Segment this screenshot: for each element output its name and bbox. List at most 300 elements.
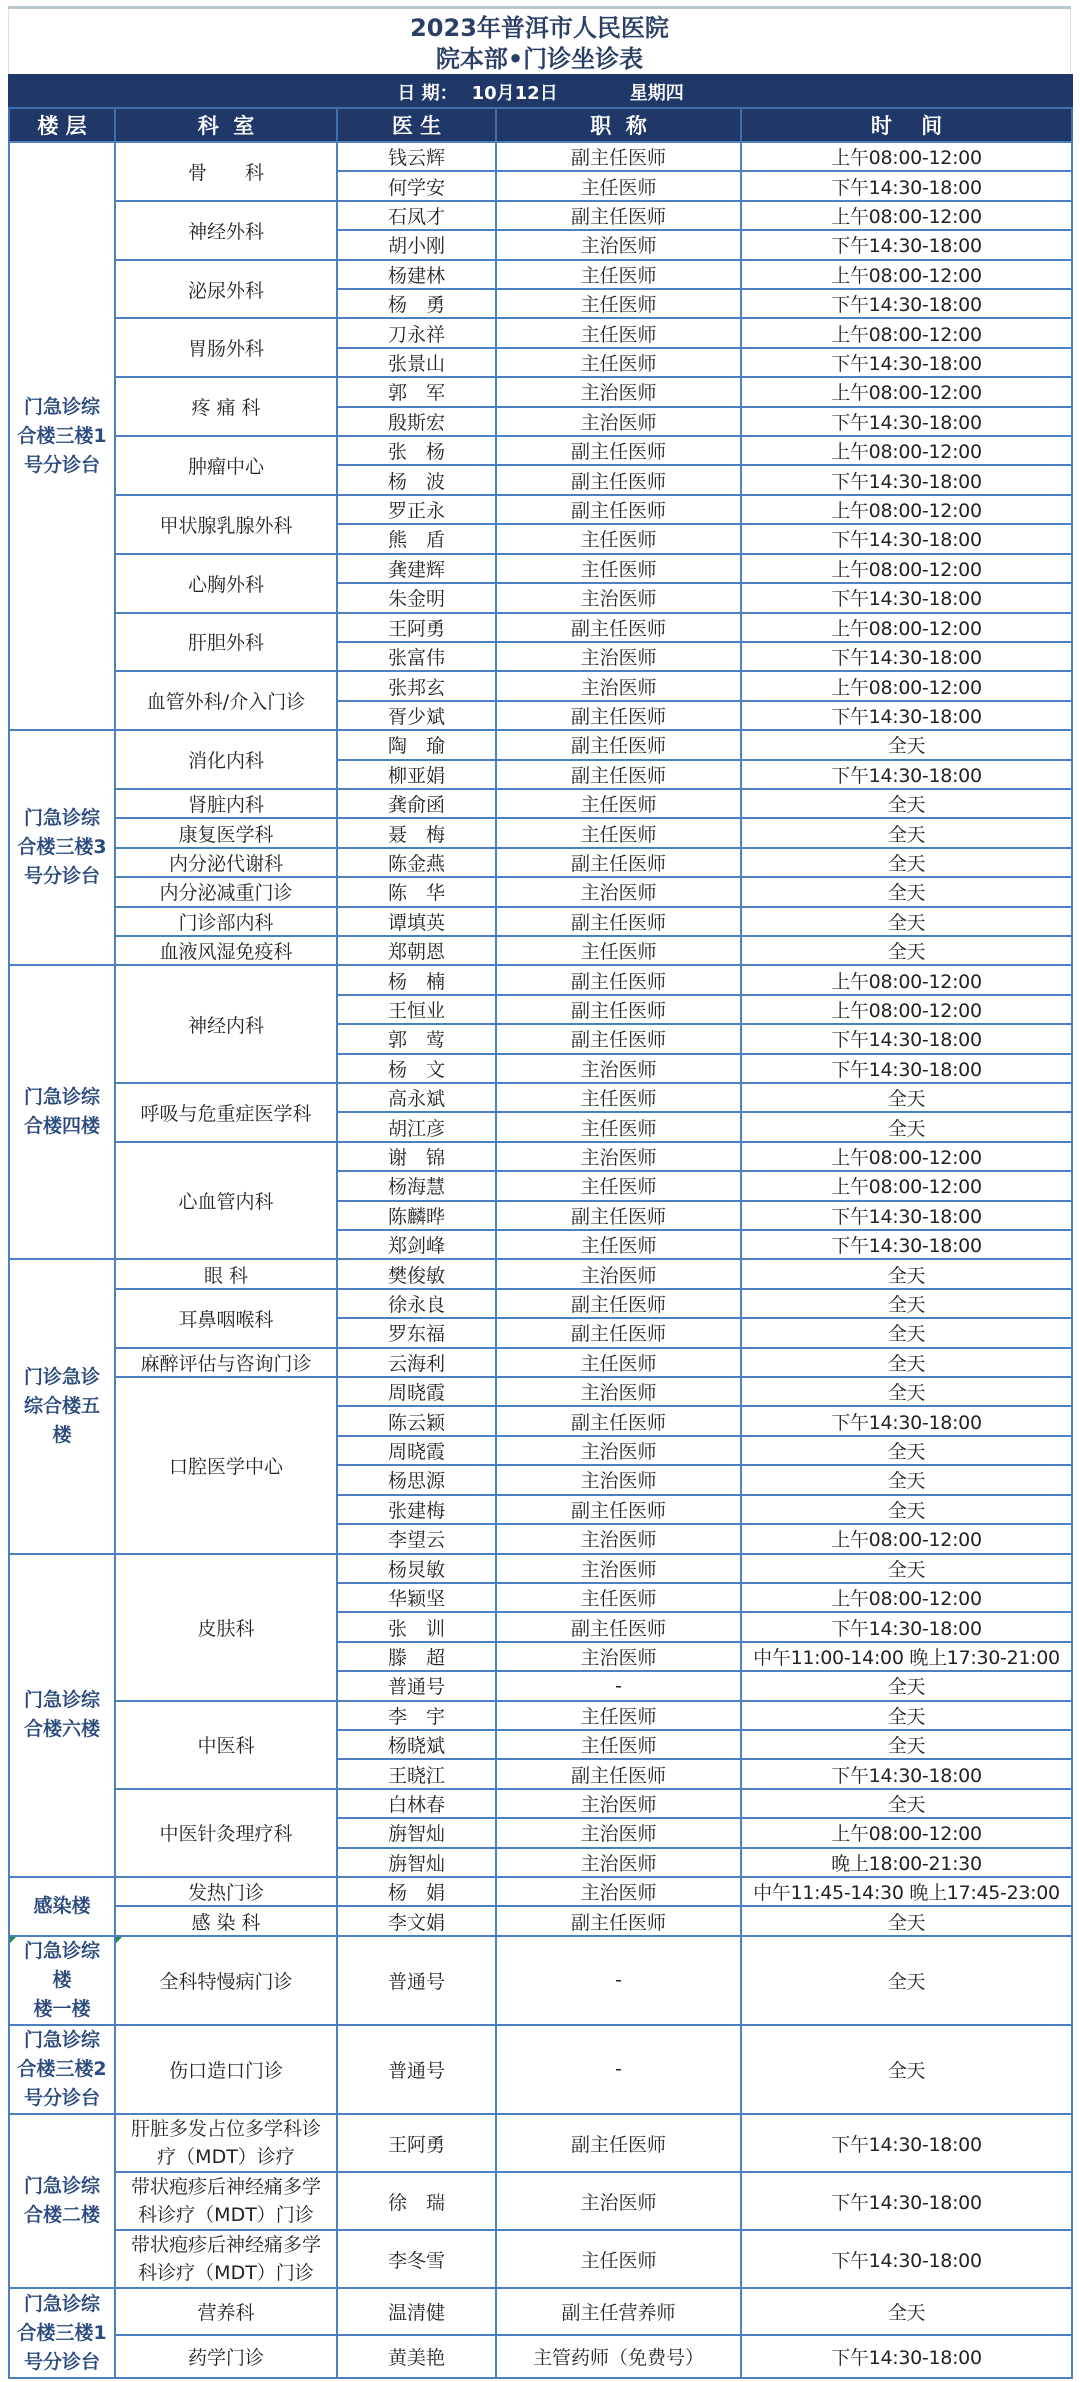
floor-label-line: 合楼二楼 [23,2204,100,2227]
document-title [8,9,1071,74]
doctor-name-cell: 杨 楠 [337,965,496,994]
doctor-title-cell: 主任医师 [496,818,741,847]
floor-cell [9,1877,115,1936]
floor-label-line: 号分诊台 [23,865,100,888]
department-cell: 疼 痛 科 [115,377,337,436]
clinic-time-cell: 上午08:00-12:00 [741,671,1072,700]
doctor-title-cell: 主任医师 [496,524,741,553]
floor-label-line: 门急诊综 [23,807,100,830]
doctor-name-cell: 高永斌 [337,1083,496,1112]
table-row [9,1906,1072,1935]
table-row [9,818,1072,847]
doctor-name-cell: 谢 锦 [337,1142,496,1171]
doctor-title-cell: 主治医师 [496,1877,741,1906]
department-cell: 神经外科 [115,201,337,260]
department-cell: 皮肤科 [115,1554,337,1701]
clinic-time-cell: 上午08:00-12:00 [741,1524,1072,1553]
doctor-title-cell: 副主任医师 [496,142,741,171]
clinic-time-cell: 晚上18:00-21:30 [741,1848,1072,1877]
clinic-time-cell: 下午14:30-18:00 [741,642,1072,671]
department-cell: 带状疱疹后神经痛多学科诊疗（MDT）门诊 [115,2230,337,2288]
table-row [9,1083,1072,1112]
doctor-name-cell: 陈金燕 [337,848,496,877]
department-cell: 内分泌减重门诊 [115,877,337,906]
doctor-name-cell: 罗东福 [337,1318,496,1347]
department-cell: 营养科 [115,2288,337,2335]
clinic-time-cell: 全天 [741,1289,1072,1318]
department-cell: 心血管内科 [115,1142,337,1260]
clinic-time-cell: 中午11:45-14:30 晚上17:45-23:00 [741,1877,1072,1906]
clinic-time-cell: 下午14:30-18:00 [741,2114,1072,2172]
department-cell: 血管外科/介入门诊 [115,671,337,730]
clinic-time-cell: 下午14:30-18:00 [741,2172,1072,2230]
doctor-name-cell: 白林春 [337,1789,496,1818]
clinic-time-cell: 下午14:30-18:00 [741,1759,1072,1788]
clinic-time-cell: 全天 [741,1701,1072,1730]
doctor-name-cell: 龚建辉 [337,554,496,583]
clinic-time-cell: 上午08:00-12:00 [741,1142,1072,1171]
floor-label-line: 楼 [52,1968,72,1991]
floor-label-line: 综合楼五 [23,1394,100,1417]
doctor-name-cell: 柳亚娟 [337,760,496,789]
doctor-title-cell: 副主任医师 [496,465,741,494]
doctor-name-cell: 樊俊敏 [337,1259,496,1288]
clinic-time-cell: 全天 [741,1465,1072,1494]
doctor-name-cell: 杨 波 [337,465,496,494]
table-row [9,142,1072,171]
doctor-title-cell: 主治医师 [496,1436,741,1465]
clinic-time-cell: 全天 [741,1906,1072,1935]
doctor-name-cell: 李冬雪 [337,2230,496,2288]
department-cell: 心胸外科 [115,554,337,613]
column-header-row [9,108,1072,142]
doctor-title-cell: 主治医师 [496,1554,741,1583]
department-cell: 肿瘤中心 [115,436,337,495]
doctor-title-cell: 副主任医师 [496,965,741,994]
doctor-title-cell: 副主任医师 [496,495,741,524]
doctor-title-cell: 主治医师 [496,1142,741,1171]
doctor-title-cell: 主治医师 [496,1054,741,1083]
doctor-title-cell: 副主任医师 [496,201,741,230]
doctor-name-cell: 钱云辉 [337,142,496,171]
doctor-title-cell: 副主任医师 [496,701,741,730]
clinic-time-cell: 全天 [741,1671,1072,1700]
doctor-name-cell: 陈云颖 [337,1406,496,1435]
doctor-name-cell: 殷斯宏 [337,407,496,436]
doctor-title-cell: 副主任医师 [496,1289,741,1318]
clinic-time-cell: 上午08:00-12:00 [741,201,1072,230]
table-row [9,730,1072,759]
column-header-floor: 楼 层 [9,108,115,142]
table-row [9,1877,1072,1906]
clinic-time-cell: 全天 [741,1083,1072,1112]
clinic-time-cell: 下午14:30-18:00 [741,760,1072,789]
table-row [9,877,1072,906]
clinic-time-cell: 下午14:30-18:00 [741,1230,1072,1259]
floor-label-line: 门急诊综 [23,2175,100,2198]
clinic-time-cell: 下午14:30-18:00 [741,2335,1072,2378]
doctor-name-cell: 朱金明 [337,583,496,612]
schedule-subtitle: 院本部•门诊坐诊表 [435,45,644,73]
table-row [9,965,1072,994]
floor-label-line: 楼一楼 [33,1997,91,2020]
schedule-table [8,74,1073,2379]
doctor-title-cell: 副主任医师 [496,2114,741,2172]
doctor-title-cell: 副主任营养师 [496,2288,741,2335]
doctor-name-cell: 胡江彦 [337,1112,496,1141]
doctor-name-cell: 陶 瑜 [337,730,496,759]
doctor-name-cell: 郑朝恩 [337,936,496,965]
column-header-time: 时 间 [741,108,1072,142]
table-row [9,495,1072,524]
floor-label-line: 号分诊台 [23,453,100,476]
doctor-name-cell: 李望云 [337,1524,496,1553]
doctor-name-cell: 张 训 [337,1612,496,1641]
department-cell: 带状疱疹后神经痛多学科诊疗（MDT）门诊 [115,2172,337,2230]
clinic-time-cell: 全天 [741,1318,1072,1347]
department-cell: 发热门诊 [115,1877,337,1906]
clinic-time-cell: 上午08:00-12:00 [741,1583,1072,1612]
table-row [9,1289,1072,1318]
floor-label-line: 合楼三楼1 [17,424,107,447]
doctor-name-cell: 罗正永 [337,495,496,524]
floor-cell [9,2114,115,2288]
doctor-title-cell: 副主任医师 [496,1318,741,1347]
table-row [9,1259,1072,1288]
clinic-time-cell: 全天 [741,1348,1072,1377]
doctor-title-cell: 副主任医师 [496,1495,741,1524]
doctor-title-cell: 主任医师 [496,1171,741,1200]
department-cell: 呼吸与危重症医学科 [115,1083,337,1142]
doctor-title-cell: 主任医师 [496,1730,741,1759]
doctor-title-cell: 主治医师 [496,671,741,700]
clinic-time-cell: 下午14:30-18:00 [741,1201,1072,1230]
department-cell: 口腔医学中心 [115,1377,337,1553]
floor-label-line: 门急诊综 [23,1086,100,1109]
doctor-name-cell: 徐 瑞 [337,2172,496,2230]
weekday-value: 星期四 [629,82,684,104]
clinic-time-cell: 下午14:30-18:00 [741,1612,1072,1641]
comment-marker-icon [10,1937,16,1943]
doctor-name-cell: 杨 娟 [337,1877,496,1906]
doctor-title-cell: 主任医师 [496,348,741,377]
floor-label-line: 合楼三楼2 [17,2057,107,2080]
table-row [9,2025,1072,2114]
doctor-name-cell: 旃智灿 [337,1818,496,1847]
doctor-name-cell: 聂 梅 [337,818,496,847]
column-header-department: 科 室 [115,108,337,142]
doctor-name-cell: 杨建林 [337,260,496,289]
column-header-doctor: 医 生 [337,108,496,142]
department-cell: 甲状腺乳腺外科 [115,495,337,554]
table-row [9,848,1072,877]
doctor-title-cell: 副主任医师 [496,1024,741,1053]
department-cell: 内分泌代谢科 [115,848,337,877]
comment-marker-icon [116,1937,122,1943]
table-row [9,936,1072,965]
schedule-body [9,142,1072,2378]
doctor-title-cell: 主任医师 [496,1230,741,1259]
clinic-time-cell: 全天 [741,907,1072,936]
doctor-name-cell: 张景山 [337,348,496,377]
department-cell: 感 染 科 [115,1906,337,1935]
doctor-title-cell: 副主任医师 [496,1201,741,1230]
clinic-time-cell: 全天 [741,789,1072,818]
doctor-title-cell: 副主任医师 [496,907,741,936]
doctor-title-cell: 主任医师 [496,1112,741,1141]
hospital-title: 2023年普洱市人民医院 [410,14,669,42]
clinic-time-cell: 全天 [741,2025,1072,2114]
doctor-name-cell: 陈 华 [337,877,496,906]
doctor-name-cell: 谭填英 [337,907,496,936]
doctor-title-cell: 主治医师 [496,230,741,259]
table-row [9,318,1072,347]
doctor-name-cell: 周晓霞 [337,1436,496,1465]
clinic-time-cell: 下午14:30-18:00 [741,230,1072,259]
clinic-time-cell: 上午08:00-12:00 [741,1171,1072,1200]
table-row [9,377,1072,406]
doctor-title-cell: 副主任医师 [496,760,741,789]
clinic-time-cell: 上午08:00-12:00 [741,377,1072,406]
table-row [9,1936,1072,2025]
floor-label-line: 门急诊综 [23,2292,100,2315]
department-cell: 耳鼻咽喉科 [115,1289,337,1348]
doctor-name-cell: 张建梅 [337,1495,496,1524]
department-cell: 中医科 [115,1701,337,1789]
doctor-name-cell: 杨 勇 [337,289,496,318]
department-cell: 骨 科 [115,142,337,201]
doctor-title-cell: 主治医师 [496,877,741,906]
floor-cell [9,965,115,1259]
doctor-title-cell: 主治医师 [496,2172,741,2230]
column-header-title: 职 称 [496,108,741,142]
doctor-name-cell: 华颖坚 [337,1583,496,1612]
doctor-name-cell: 胡小刚 [337,230,496,259]
doctor-title-cell: 主任医师 [496,171,741,200]
department-cell: 门诊部内科 [115,907,337,936]
floor-cell [9,1936,115,2025]
table-row [9,1377,1072,1406]
doctor-title-cell: 主任医师 [496,289,741,318]
department-cell: 血液风湿免疫科 [115,936,337,965]
doctor-name-cell: 张邦玄 [337,671,496,700]
clinic-time-cell: 上午08:00-12:00 [741,965,1072,994]
doctor-title-cell: 主任医师 [496,1583,741,1612]
table-row [9,1554,1072,1583]
clinic-time-cell: 全天 [741,1495,1072,1524]
doctor-name-cell: 李 宇 [337,1701,496,1730]
clinic-time-cell: 下午14:30-18:00 [741,2230,1072,2288]
doctor-title-cell: 主任医师 [496,789,741,818]
clinic-time-cell: 上午08:00-12:00 [741,318,1072,347]
floor-cell [9,1259,115,1553]
doctor-title-cell: - [496,2025,741,2114]
clinic-time-cell: 下午14:30-18:00 [741,465,1072,494]
doctor-title-cell: 副主任医师 [496,995,741,1024]
doctor-name-cell: 徐永良 [337,1289,496,1318]
clinic-time-cell: 全天 [741,1436,1072,1465]
floor-label-line: 门急诊综 [23,2028,100,2051]
doctor-name-cell: 刀永祥 [337,318,496,347]
clinic-time-cell: 上午08:00-12:00 [741,260,1072,289]
clinic-time-cell: 全天 [741,848,1072,877]
doctor-title-cell: 副主任医师 [496,848,741,877]
clinic-time-cell: 全天 [741,2288,1072,2335]
table-row [9,2288,1072,2335]
floor-label-line: 合楼六楼 [23,1718,100,1741]
clinic-time-cell: 下午14:30-18:00 [741,701,1072,730]
floor-cell [9,730,115,965]
clinic-time-cell: 上午08:00-12:00 [741,995,1072,1024]
doctor-name-cell: 李文娟 [337,1906,496,1935]
doctor-title-cell: 主治医师 [496,1818,741,1847]
department-cell: 全科特慢病门诊 [115,1936,337,2025]
department-cell: 神经内科 [115,965,337,1083]
doctor-name-cell: 郭 军 [337,377,496,406]
clinic-time-cell: 全天 [741,1259,1072,1288]
doctor-title-cell: 主任医师 [496,1083,741,1112]
floor-label-line: 合楼三楼3 [17,836,107,859]
table-row [9,2230,1072,2288]
floor-label-line: 感染楼 [33,1894,91,1917]
floor-label-line: 门诊急诊 [23,1365,100,1388]
doctor-title-cell: 主任医师 [496,1701,741,1730]
doctor-title-cell: 副主任医师 [496,1906,741,1935]
doctor-title-cell: 副主任医师 [496,436,741,465]
clinic-time-cell: 上午08:00-12:00 [741,142,1072,171]
doctor-name-cell: 何学安 [337,171,496,200]
doctor-name-cell: 胥少斌 [337,701,496,730]
doctor-title-cell: 主治医师 [496,583,741,612]
clinic-time-cell: 下午14:30-18:00 [741,407,1072,436]
floor-cell [9,142,115,730]
department-cell: 眼 科 [115,1259,337,1288]
doctor-name-cell: 龚俞函 [337,789,496,818]
doctor-name-cell: 滕 超 [337,1642,496,1671]
clinic-time-cell: 上午08:00-12:00 [741,613,1072,642]
doctor-name-cell: 熊 盾 [337,524,496,553]
doctor-title-cell: 主任医师 [496,554,741,583]
clinic-time-cell: 中午11:00-14:00 晚上17:30-21:00 [741,1642,1072,1671]
clinic-time-cell: 下午14:30-18:00 [741,171,1072,200]
doctor-title-cell: 主任医师 [496,1348,741,1377]
clinic-time-cell: 全天 [741,1377,1072,1406]
doctor-title-cell: 主治医师 [496,1789,741,1818]
clinic-time-cell: 下午14:30-18:00 [741,583,1072,612]
department-cell: 药学门诊 [115,2335,337,2378]
doctor-title-cell: 主治医师 [496,1465,741,1494]
clinic-time-cell: 全天 [741,1730,1072,1759]
table-row [9,1348,1072,1377]
floor-label-line: 门急诊综 [23,395,100,418]
doctor-title-cell: - [496,1936,741,2025]
clinic-time-cell: 全天 [741,730,1072,759]
clinic-time-cell: 上午08:00-12:00 [741,554,1072,583]
table-row [9,1789,1072,1818]
doctor-title-cell: 副主任医师 [496,730,741,759]
doctor-name-cell: 王恒业 [337,995,496,1024]
doctor-name-cell: 温清健 [337,2288,496,2335]
table-row [9,907,1072,936]
doctor-title-cell: 副主任医师 [496,1759,741,1788]
table-row [9,789,1072,818]
clinic-time-cell: 下午14:30-18:00 [741,524,1072,553]
clinic-time-cell: 下午14:30-18:00 [741,1406,1072,1435]
clinic-time-cell: 全天 [741,818,1072,847]
date-bar [9,75,1072,108]
doctor-title-cell: 主治医师 [496,1524,741,1553]
department-cell: 伤口造口门诊 [115,2025,337,2114]
floor-label-line: 楼 [52,1423,72,1446]
floor-label-line: 门急诊综 [23,1689,100,1712]
department-cell: 胃肠外科 [115,318,337,377]
doctor-name-cell: 王阿勇 [337,613,496,642]
doctor-title-cell: 副主任医师 [496,613,741,642]
floor-label-line: 合楼四楼 [23,1115,100,1138]
clinic-time-cell: 全天 [741,1789,1072,1818]
table-row [9,671,1072,700]
doctor-title-cell: 副主任医师 [496,1612,741,1641]
table-row [9,201,1072,230]
floor-label-line: 门急诊综 [23,1939,100,1962]
floor-label-line: 号分诊台 [23,2086,100,2109]
doctor-title-cell: 主治医师 [496,1642,741,1671]
clinic-time-cell: 全天 [741,1936,1072,2025]
doctor-name-cell: 郑剑峰 [337,1230,496,1259]
doctor-title-cell: 主任医师 [496,936,741,965]
table-row [9,260,1072,289]
clinic-time-cell: 全天 [741,936,1072,965]
table-row [9,554,1072,583]
department-cell: 康复医学科 [115,818,337,847]
table-row [9,2114,1072,2172]
clinic-time-cell: 上午08:00-12:00 [741,495,1072,524]
department-cell: 肾脏内科 [115,789,337,818]
doctor-title-cell: 主治医师 [496,1848,741,1877]
department-cell: 消化内科 [115,730,337,789]
doctor-name-cell: 普通号 [337,1671,496,1700]
doctor-name-cell: 王晓江 [337,1759,496,1788]
doctor-title-cell: 主治医师 [496,407,741,436]
clinic-time-cell: 上午08:00-12:00 [741,436,1072,465]
floor-cell [9,1554,115,1877]
doctor-title-cell: - [496,1671,741,1700]
doctor-name-cell: 周晓霞 [337,1377,496,1406]
doctor-title-cell: 副主任医师 [496,1406,741,1435]
doctor-name-cell: 旃智灿 [337,1848,496,1877]
doctor-title-cell: 主任医师 [496,2230,741,2288]
date-value: 10月12日 [471,82,558,104]
department-cell: 麻醉评估与咨询门诊 [115,1348,337,1377]
doctor-name-cell: 杨晓斌 [337,1730,496,1759]
clinic-time-cell: 上午08:00-12:00 [741,1818,1072,1847]
floor-cell [9,2025,115,2114]
doctor-name-cell: 石凤才 [337,201,496,230]
doctor-title-cell: 主任医师 [496,318,741,347]
clinic-time-cell: 下午14:30-18:00 [741,1024,1072,1053]
table-row [9,1142,1072,1171]
department-cell: 泌尿外科 [115,260,337,319]
table-row [9,613,1072,642]
doctor-name-cell: 张 杨 [337,436,496,465]
doctor-name-cell: 杨思源 [337,1465,496,1494]
table-row [9,436,1072,465]
doctor-title-cell: 主治医师 [496,642,741,671]
department-cell: 中医针灸理疗科 [115,1789,337,1877]
doctor-name-cell: 王阿勇 [337,2114,496,2172]
date-bar-cell [9,75,1072,108]
doctor-title-cell: 主治医师 [496,1377,741,1406]
